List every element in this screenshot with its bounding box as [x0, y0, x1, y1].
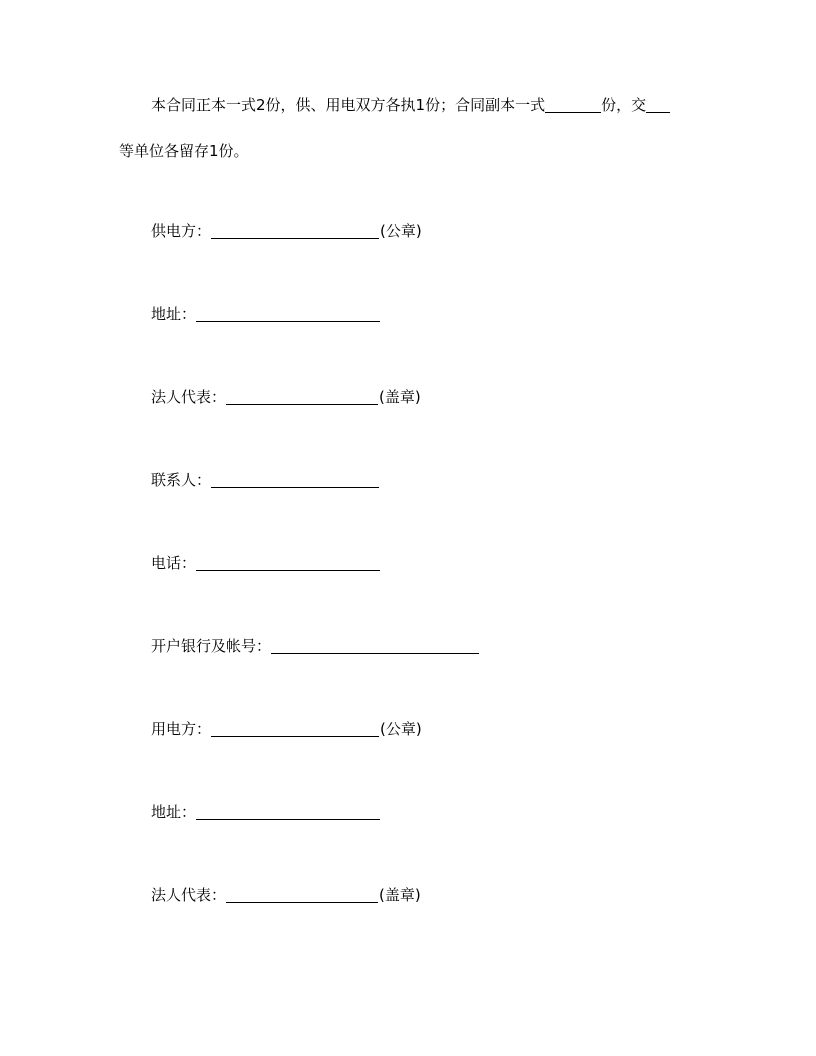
consumer-legal-rep-blank — [226, 886, 378, 903]
supplier-address-blank — [196, 305, 380, 322]
field-supplier-address — [151, 303, 380, 325]
field-supplier — [151, 220, 422, 242]
copies-text-part3: 等单位各留存1份。 — [119, 142, 249, 160]
field-label: 联系人： — [151, 471, 212, 489]
bank-account-blank — [271, 637, 479, 654]
field-contact — [151, 469, 379, 491]
field-consumer — [151, 718, 422, 740]
field-note: (公章) — [380, 720, 422, 738]
recipient-blank — [646, 96, 670, 113]
field-label: 地址： — [151, 305, 197, 323]
copies-text-part2: 份，交 — [601, 96, 647, 114]
copies-text-part1: 本合同正本一式2份，供、用电双方各执1份；合同副本一式 — [151, 96, 546, 114]
phone-blank — [196, 554, 380, 571]
field-label: 法人代表： — [151, 886, 227, 904]
field-bank-account — [151, 635, 479, 657]
field-label: 开户银行及帐号： — [151, 637, 272, 655]
field-supplier-legal-rep — [151, 386, 421, 408]
field-note: (公章) — [380, 222, 422, 240]
field-note: (盖章) — [379, 886, 421, 904]
copies-paragraph-line2 — [119, 141, 709, 162]
field-label: 地址： — [151, 803, 197, 821]
field-consumer-address — [151, 801, 380, 823]
consumer-blank — [211, 720, 379, 737]
field-consumer-legal-rep — [151, 884, 421, 906]
contact-blank — [211, 471, 379, 488]
field-label: 电话： — [151, 554, 197, 572]
consumer-address-blank — [196, 803, 380, 820]
field-label: 用电方： — [151, 720, 212, 738]
copies-count-blank — [545, 96, 601, 113]
copies-paragraph-line1 — [119, 95, 709, 116]
supplier-legal-rep-blank — [226, 388, 378, 405]
field-label: 法人代表： — [151, 388, 227, 406]
field-label: 供电方： — [151, 222, 212, 240]
field-phone — [151, 552, 380, 574]
supplier-blank — [211, 222, 379, 239]
field-note: (盖章) — [379, 388, 421, 406]
